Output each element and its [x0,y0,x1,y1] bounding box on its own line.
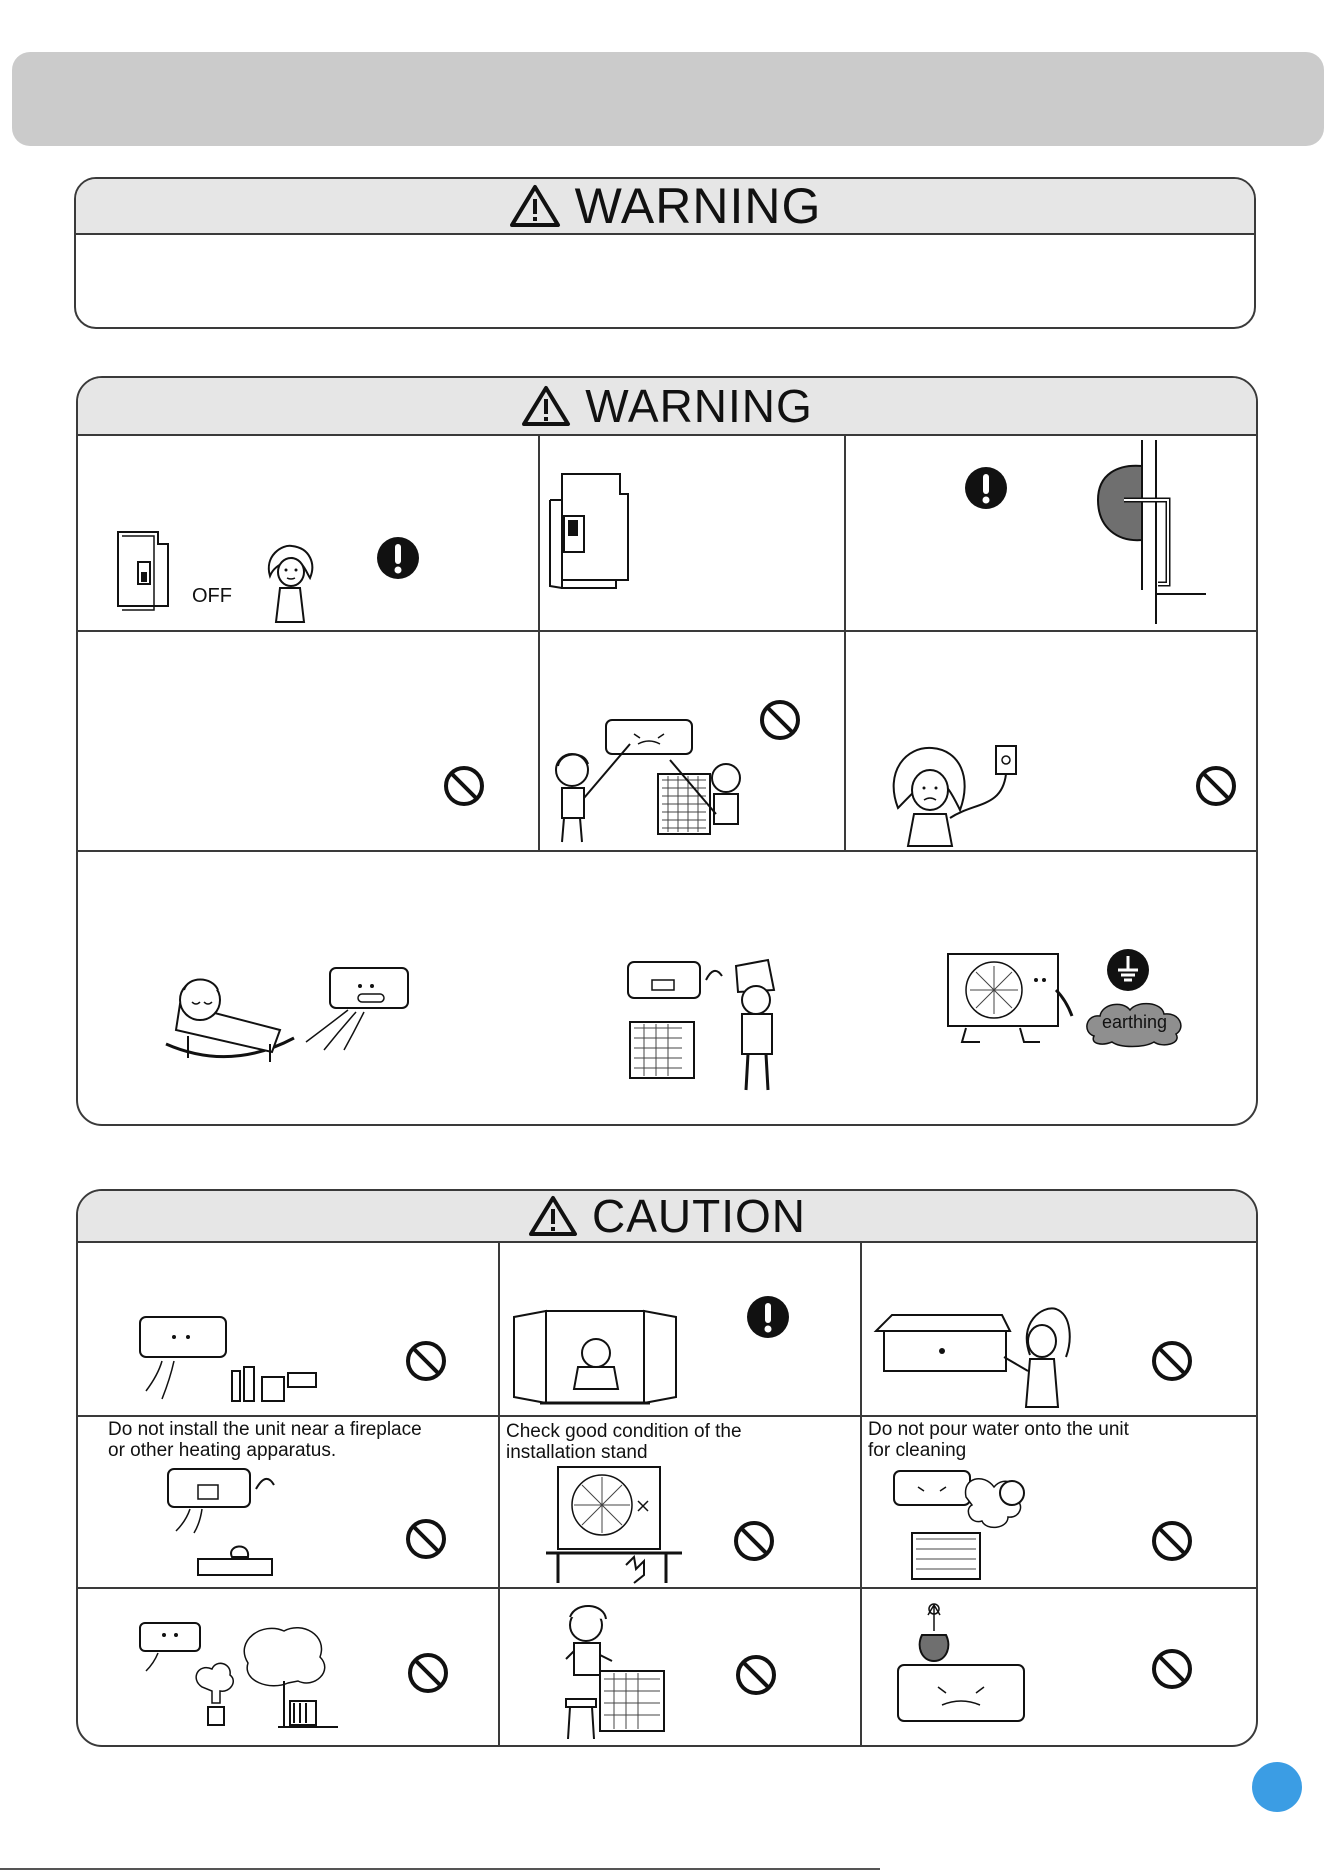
warning-triangle-icon [509,184,561,228]
caution-cell-6 [860,1415,1258,1587]
cell-row2-a [78,630,538,850]
warning-banner [74,177,1256,329]
prohibited-icon [404,1517,448,1561]
prohibited-icon [734,1653,778,1697]
prohibited-icon [404,1339,448,1383]
water-caption: Do not pour water onto the unit for cleaning [868,1419,1129,1461]
circuit-breaker-illustration [114,526,174,614]
vase-on-unit-illustration [894,1599,1028,1731]
cell-breaker [538,436,844,630]
caution-cell-2 [498,1243,860,1415]
prohibited-icon [732,1519,776,1563]
prohibited-icon [1150,1647,1194,1691]
caution-cell-8 [498,1587,860,1747]
indoor-unit-blowing-illustration [300,966,410,1052]
caution-cell-7 [78,1587,498,1747]
water-spray-illustration [890,1467,1040,1583]
unit-cover-girl-illustration [872,1301,1072,1411]
bottom-rule [0,1868,880,1870]
stand-caption: Check good condition of the installation stand [506,1421,742,1463]
caution-panel-head [78,1191,1256,1243]
cell-row2-c [844,630,1258,850]
caution-panel [76,1189,1258,1747]
cell-row3 [78,850,1258,1126]
outdoor-unit-with-boy-illustration [656,758,756,848]
prohibited-icon [442,764,486,808]
cell-wall-pipe [844,436,1258,630]
caution-cell-1 [78,1243,498,1415]
indoor-unit-heater-illustration [162,1467,302,1581]
broken-stand-illustration [544,1465,684,1585]
warning-banner-head [76,179,1254,235]
caution-cell-9 [860,1587,1258,1747]
caution-panel-title: CAUTION [592,1190,806,1242]
earthing-label: earthing [1102,1012,1168,1032]
baby-cradle-illustration [160,960,300,1070]
warning-panel [76,376,1258,1126]
boy-climbing-unit-illustration [556,1599,666,1743]
boy-with-stick-illustration [550,742,634,846]
mandatory-exclamation-icon [746,1295,790,1339]
prohibited-icon [1194,764,1238,808]
header-band [12,52,1324,146]
warning-panel-title: WARNING [585,380,813,432]
caution-cell-5 [498,1415,860,1587]
caution-cell-3 [860,1243,1258,1415]
cell-row2-b [538,630,844,850]
warning-banner-title: WARNING [574,178,822,234]
warning-panel-head [78,378,1256,436]
page-number-dot [1252,1762,1302,1812]
fireplace-caption: Do not install the unit near a fireplace or other heating apparatus. [108,1419,422,1461]
prohibited-icon [406,1651,450,1695]
mandatory-exclamation-icon [964,466,1008,510]
warning-triangle-icon [521,385,571,427]
outdoor-unit-earthing-illustration [944,950,1074,1046]
prohibited-icon [1150,1519,1194,1563]
prohibited-icon [758,698,802,742]
girl-pulling-plug-illustration [884,738,1034,848]
girl-phone-illustration [260,542,320,624]
wall-sleeve-pipe-illustration [1096,440,1246,626]
off-label: OFF [192,585,232,607]
earth-ground-icon [1106,948,1150,992]
units-and-child-illustration [618,956,798,1096]
cell-power-off [78,436,538,630]
mandatory-exclamation-icon [376,536,420,580]
warning-triangle-icon [528,1195,578,1237]
indoor-unit-plants-illustration [138,1619,338,1731]
window-girl-illustration [510,1305,680,1409]
caution-cell-4 [78,1415,498,1587]
prohibited-icon [1150,1339,1194,1383]
circuit-breaker-illustration [546,470,630,594]
indoor-unit-with-bottles-illustration [138,1315,318,1415]
